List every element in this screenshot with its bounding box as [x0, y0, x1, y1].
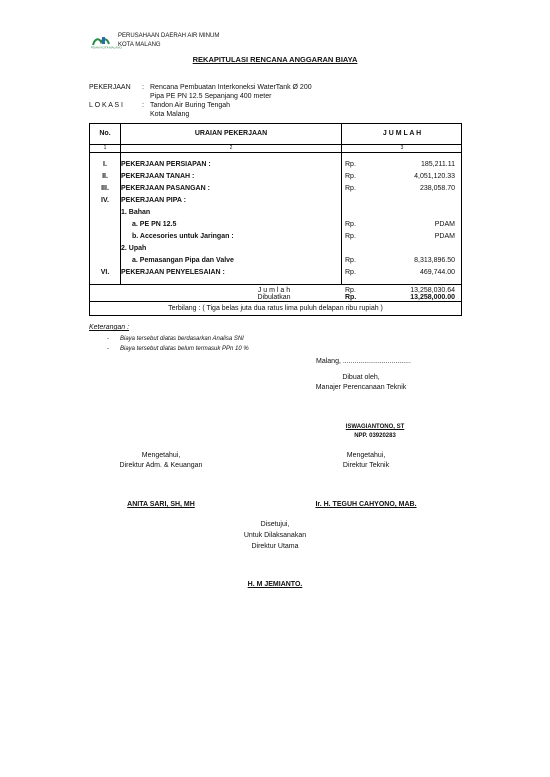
row-rp: Rp.: [345, 185, 356, 192]
mengetahui-right: Mengetahui,: [346, 452, 386, 459]
row-desc: PEKERJAAN TANAH :: [121, 173, 195, 180]
lokasi-value-line2: Kota Malang: [150, 111, 190, 118]
dibulatkan-amount: 13,258,000.00: [410, 294, 455, 301]
note-item: Biaya tersebut diatas belum termasuk PPn 10 %: [120, 346, 249, 352]
jumlah-rp: Rp.: [345, 287, 356, 294]
table-row: [90, 185, 461, 197]
row-desc: 2. Upah: [121, 245, 147, 252]
header-uraian: URAIAN PEKERJAAN: [194, 130, 268, 137]
row-rp: Rp.: [345, 233, 356, 240]
row-rp: Rp.: [345, 221, 356, 228]
manajer-title: Manajer Perencanaan Teknik: [315, 384, 407, 391]
header-no: No.: [99, 130, 111, 137]
row-amount: 185,211.11: [421, 161, 455, 168]
jumlah-label: J u m l a h: [257, 287, 291, 294]
row-amount: PDAM: [434, 221, 455, 228]
row-rp: Rp.: [345, 269, 356, 276]
direktur-utama-title: Direktur Utama: [251, 543, 299, 550]
note-bullet: -: [107, 336, 109, 342]
direktur-teknik-name: Ir. H. TEGUH CAHYONO, MAB.: [315, 501, 417, 508]
row-no: VI.: [100, 269, 110, 276]
lokasi-label: L O K A S I: [89, 102, 123, 109]
company-name: PERUSAHAAN DAERAH AIR MINUM: [118, 33, 220, 39]
place-date: Malang, ...................................: [316, 358, 411, 365]
row-desc: PEKERJAAN PERSIAPAN :: [121, 161, 211, 168]
pekerjaan-colon: :: [142, 84, 144, 91]
direktur-adm-title: Direktur Adm. & Keuangan: [119, 462, 203, 469]
col-number-3: 3: [400, 145, 404, 151]
row-rp: Rp.: [345, 173, 356, 180]
row-desc: b. Accesories untuk Jaringan :: [132, 233, 234, 240]
table-row: [90, 173, 461, 185]
table-row: [90, 233, 461, 245]
row-no: IV.: [101, 197, 109, 204]
terbilang-row: [90, 305, 461, 317]
mengetahui-left: Mengetahui,: [141, 452, 181, 459]
direktur-teknik-title: Direktur Teknik: [342, 462, 390, 469]
keterangan-label: Keterangan :: [89, 324, 130, 331]
table-row: [90, 257, 461, 269]
table-row: [90, 245, 461, 257]
row-amount: 238,058.70: [419, 185, 455, 192]
row-desc: 1. Bahan: [121, 209, 151, 216]
row-amount: 8,313,896.50: [414, 257, 455, 264]
company-city: KOTA MALANG: [118, 42, 161, 48]
terbilang-text: Terbilang : ( Tiga belas juta dua ratus lima puluh delapan ribu rupiah ): [168, 305, 383, 312]
table-row: [90, 161, 461, 173]
row-no: III.: [101, 185, 109, 192]
row-rp: Rp.: [345, 161, 356, 168]
row-rp: Rp.: [345, 257, 356, 264]
note-bullet: -: [107, 346, 109, 352]
row-amount: PDAM: [434, 233, 455, 240]
row-desc: PEKERJAAN PIPA :: [121, 197, 186, 204]
row-amount: 4,051,120.33: [414, 173, 455, 180]
row-no: II.: [102, 173, 108, 180]
table-row: [90, 269, 461, 281]
dibulatkan-rp: Rp.: [345, 294, 357, 301]
dibuat-oleh: Dibuat oleh,: [342, 374, 380, 381]
row-amount: 469,744.00: [419, 269, 455, 276]
lokasi-colon: :: [142, 102, 144, 109]
pekerjaan-value-line1: Rencana Pembuatan Interkoneksi WaterTank Ø 200: [150, 84, 312, 91]
lokasi-value-line1: Tandon Air Buring Tengah: [150, 102, 231, 109]
manajer-name: ISWAGIANTONO, ST: [345, 424, 405, 430]
direktur-adm-name: ANITA SARI, SH, MH: [127, 501, 195, 508]
col-number-1: 1: [103, 145, 107, 151]
table-row: [90, 221, 461, 233]
column-number-row: [90, 145, 461, 157]
col-number-2: 2: [229, 145, 233, 151]
pdam-logo: [91, 36, 122, 50]
logo-text: PDAM KOTA MALANG: [91, 45, 122, 50]
table-row: [90, 197, 461, 209]
document-title: REKAPITULASI RENCANA ANGGARAN BIAYA: [192, 55, 358, 64]
manajer-npp: NPP. 03920283: [354, 433, 396, 439]
row-desc: a. Pemasangan Pipa dan Valve: [132, 257, 234, 264]
row-desc: PEKERJAAN PENYELESAIAN :: [121, 269, 225, 276]
pekerjaan-label: PEKERJAAN: [89, 84, 131, 91]
note-item: Biaya tersebut diatas berdasarkan Analisa SNI: [120, 336, 244, 342]
header-jumlah: J U M L A H: [382, 130, 422, 137]
table-row: [90, 209, 461, 221]
row-desc: a. PE PN 12.5: [132, 221, 177, 228]
row-desc: PEKERJAAN PASANGAN :: [121, 185, 210, 192]
untuk-dilaksanakan: Untuk Dilaksanakan: [243, 532, 307, 539]
jumlah-amount: 13,258,030.64: [410, 287, 455, 294]
row-no: I.: [103, 161, 107, 168]
disetujui: Disetujui,: [260, 521, 290, 528]
table-header-row: [90, 130, 461, 142]
budget-table: [89, 123, 462, 316]
dibulatkan-label: Dibulatkan: [257, 294, 291, 301]
pekerjaan-value-line2: Pipa PE PN 12.5 Sepanjang 400 meter: [150, 93, 272, 100]
direktur-utama-name: H. M JEMIANTO.: [247, 581, 303, 588]
